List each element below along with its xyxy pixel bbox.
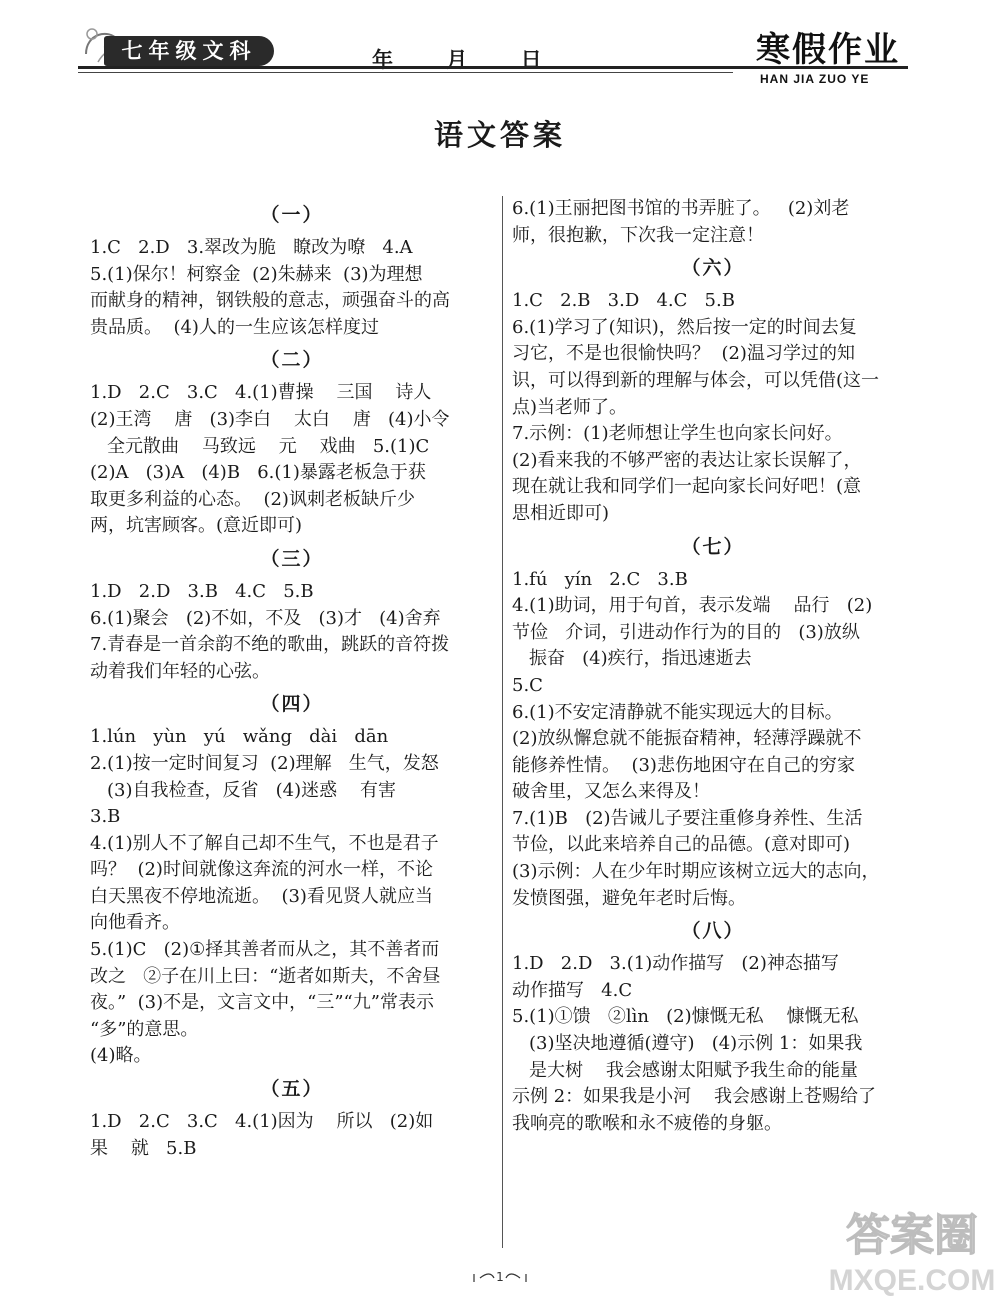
answer-line: 5.C (512, 674, 543, 696)
answer-line: 1.D 2.D 3.(1)动作描写 (2)神态描写 (512, 953, 839, 975)
answer-line: 1.D 2.C 3.C 4.(1)因为 所以 (2)如 (90, 1111, 434, 1133)
section-heading: （五） (260, 1078, 324, 1101)
grade-label: 七年级文科 (104, 36, 274, 66)
watermark-main: 答案圈 (846, 1210, 978, 1261)
section-heading: （二） (260, 349, 324, 372)
watermark-logo (822, 1198, 1000, 1298)
answer-line: 1.lún yùn yú wǎng dài dān (90, 726, 389, 748)
answer-line: 贵品质。 (4)人的一生应该怎样度过 (90, 316, 379, 338)
section-heading: （七） (681, 535, 745, 558)
answer-line: 识，可以得到新的理解与体会，可以凭借(这一 (512, 369, 880, 391)
page-number-ornament-icon (470, 1266, 530, 1288)
answer-line: (3)坚决地遵循(遵守) (4)示例 1：如果我 (529, 1033, 863, 1055)
right-column (512, 196, 914, 1137)
answer-line: 思相近即可) (512, 502, 610, 524)
answer-line: (2)王湾 唐 (3)李白 太白 唐 (4)小令 (90, 408, 450, 430)
answer-line: 改之 ②子在川上曰：“逝者如斯夫，不舍昼 (90, 965, 441, 987)
brand-pinyin: HAN JIA ZUO YE (760, 72, 870, 86)
answer-line: (3)示例：人在少年时期应该树立远大的志向， (512, 861, 880, 883)
header-rule-thin (78, 72, 733, 73)
answer-line: 全元散曲 马致远 元 戏曲 5.(1)C (107, 435, 430, 457)
answer-line: 取更多利益的心态。 (2)讽刺老板缺斤少 (90, 488, 415, 510)
day-label: 日 (520, 48, 542, 72)
answer-line: 4.(1)别人不了解自己却不生气，不也是君子 (90, 832, 439, 854)
answer-line: 节俭，以此来培养自己的品德。(意对即可) (512, 834, 851, 856)
answer-line: 振奋 (4)疾行，指迅速逝去 (529, 648, 752, 670)
answer-line: (2)A (3)A (4)B 6.(1)暴露老板急于获 (90, 462, 426, 484)
page-title: 语文答案 (433, 118, 566, 152)
answer-line: 5.(1)保尔！柯察金 (2)朱赫来 (3)为理想 (90, 263, 423, 285)
page-header (0, 0, 1000, 95)
header-rule (78, 66, 908, 69)
answer-line: 点)当老师了。 (512, 396, 628, 418)
answer-line: 白天黑夜不停地流逝。 (3)看见贤人就应当 (90, 885, 433, 907)
answer-line: 6.(1)学习了(知识)，然后按一定的时间去复 (512, 316, 857, 338)
answer-line: 7.(1)B (2)告诫儿子要注重修身养性、生活 (512, 807, 863, 829)
answer-line: 1.fú yín 2.C 3.B (512, 568, 688, 590)
answer-line: 1.C 2.D 3.翠改为脆 瞭改为嘹 4.A (90, 237, 413, 258)
answer-line: 6.(1)不安定清静就不能实现远大的目标。 (512, 701, 843, 723)
answer-line: 4.(1)助词，用于句首，表示发端 品行 (2) (512, 595, 873, 617)
answer-line: (3)自我检查，反省 (4)迷惑 有害 (107, 779, 397, 801)
answer-line: 两，坑害顾客。(意近即可) (90, 515, 303, 537)
answer-line: 动着我们年轻的心弦。 (90, 660, 270, 682)
section-heading: （三） (260, 547, 324, 570)
answer-line: 2.(1)按一定时间复习 (2)理解 生气，发怒 (90, 752, 439, 774)
month-label: 月 (446, 48, 468, 72)
answer-line: 1.D 2.C 3.C 4.(1)曹操 三国 诗人 (90, 382, 432, 404)
answer-line: 7.青春是一首余韵不绝的歌曲，跳跃的音符拨 (90, 634, 450, 656)
answer-line: 果 就 5.B (90, 1137, 197, 1159)
column-divider (502, 196, 503, 1248)
answer-line: 我响亮的歌喉和永不疲倦的身躯。 (512, 1112, 782, 1134)
watermark-site: MXQE.COM (828, 1264, 996, 1297)
answer-line: 习它，不是也很愉快吗？ (2)温习学过的知 (512, 343, 855, 365)
answer-line: (2)看来我的不够严密的表达让家长误解了， (512, 449, 862, 471)
answer-line: 夜。” (3)不是，文言文中，“三”“九”常表示 (90, 992, 434, 1014)
section-heading: （八） (681, 920, 745, 943)
answer-line: 1.C 2.B 3.D 4.C 5.B (512, 290, 735, 312)
answer-line: (4)略。 (90, 1045, 152, 1067)
answer-line: 节俭 介词，引进动作行为的目的 (3)放纵 (512, 621, 860, 643)
answer-line: 现在就让我和同学们一起向家长问好吧！(意 (512, 476, 862, 498)
answer-line: 示例 2：如果我是小河 我会感谢上苍赐给了 (512, 1086, 877, 1108)
answer-line: 师，很抱歉，下次我一定注意！ (512, 224, 764, 246)
answer-line: 5.(1)C (2)①择其善者而从之，其不善者而 (90, 939, 440, 961)
answer-line: 6.(1)王丽把图书馆的书弄脏了。 (2)刘老 (512, 198, 850, 219)
left-column (90, 196, 494, 1162)
section-heading: （四） (260, 693, 324, 716)
answer-line: 动作描写 4.C (512, 979, 633, 1001)
answer-line: 3.B (90, 806, 121, 828)
answer-line: 7.示例：(1)老师想让学生也向家长问好。 (512, 423, 843, 445)
answer-line: 能修养性情。 (3)悲伤地困守在自己的穷家 (512, 754, 855, 776)
answer-line: 破舍里，又怎么来得及！ (512, 781, 710, 803)
answer-line: “多”的意思。 (90, 1018, 199, 1040)
section-heading: （六） (681, 257, 745, 280)
answer-line: 5.(1)①馈 ②lìn (2)慷慨无私 慷慨无私 (512, 1006, 859, 1028)
page-number: 1 (496, 1270, 504, 1284)
answer-line: 是大树 我会感谢太阳赋予我生命的能量 (529, 1059, 858, 1081)
answer-line: 1.D 2.D 3.B 4.C 5.B (90, 580, 314, 602)
year-label: 年 (372, 48, 393, 72)
answer-line: 发愤图强，避免年老时后悔。 (512, 887, 746, 909)
answer-line: 吗？ (2)时间就像这奔流的河水一样，不论 (90, 859, 433, 881)
answer-line: 向他看齐。 (90, 912, 180, 934)
answer-line: (2)放纵懈怠就不能振奋精神，轻薄浮躁就不 (512, 728, 862, 750)
date-fields (372, 44, 588, 74)
answer-line: 6.(1)聚会 (2)不如，不及 (3)才 (4)舍弃 (90, 607, 441, 629)
answer-line: 而献身的精神，钢铁般的意志，顽强奋斗的高 (90, 290, 450, 312)
brand-title: 寒假作业 (756, 30, 900, 70)
section-heading: （一） (260, 204, 324, 226)
